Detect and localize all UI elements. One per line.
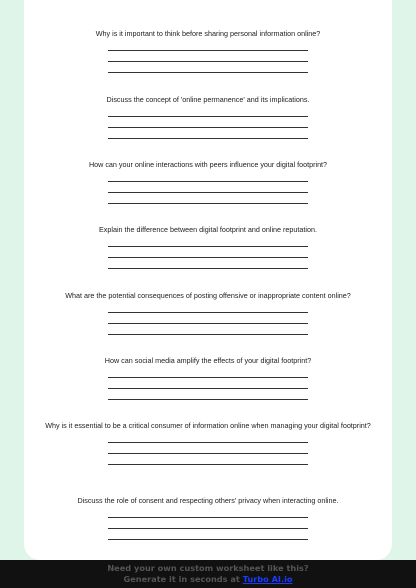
answer-line[interactable]	[108, 378, 308, 389]
question-block	[24, 496, 392, 540]
promo-link[interactable]: Turbo AI.io	[242, 574, 293, 584]
answer-line[interactable]	[108, 171, 308, 182]
worksheet-page	[24, 0, 392, 560]
question-block	[24, 356, 392, 400]
answer-line[interactable]	[108, 443, 308, 454]
question-text: What are the potential consequences of posting offensive or inappropriate content online?	[65, 291, 351, 300]
answer-line[interactable]	[108, 193, 308, 204]
answer-line[interactable]	[108, 518, 308, 529]
question-block	[24, 160, 392, 204]
answer-line[interactable]	[108, 128, 308, 139]
question-text: Discuss the role of consent and respecting others' privacy when interacting online.	[77, 496, 339, 505]
answer-line[interactable]	[108, 302, 308, 313]
answer-line[interactable]	[108, 51, 308, 62]
answer-line[interactable]	[108, 258, 308, 269]
answer-line[interactable]	[108, 367, 308, 378]
answer-line[interactable]	[108, 507, 308, 518]
promo-subline	[123, 574, 292, 584]
question-block	[24, 95, 392, 139]
promo-headline: Need your own custom worksheet like this?	[107, 563, 309, 573]
answer-line[interactable]	[108, 432, 308, 443]
answer-line[interactable]	[108, 182, 308, 193]
question-text: How can your online interactions with peers influence your digital footprint?	[88, 160, 328, 169]
answer-line[interactable]	[108, 40, 308, 51]
answer-line[interactable]	[108, 454, 308, 465]
question-block	[24, 291, 392, 335]
answer-line[interactable]	[108, 62, 308, 73]
answer-line[interactable]	[108, 106, 308, 117]
answer-line[interactable]	[108, 529, 308, 540]
question-block	[24, 225, 392, 269]
answer-line[interactable]	[108, 247, 308, 258]
answer-line[interactable]	[108, 389, 308, 400]
question-text: Why is it essential to be a critical consumer of information online when managing your digital footprint?	[45, 421, 371, 430]
answer-line[interactable]	[108, 324, 308, 335]
promo-subline-text: Generate it in seconds at	[123, 574, 243, 584]
question-text: Discuss the concept of 'online permanence' and its implications.	[106, 95, 310, 104]
answer-line[interactable]	[108, 236, 308, 247]
question-block	[24, 29, 392, 73]
question-block	[24, 421, 392, 465]
answer-line[interactable]	[108, 313, 308, 324]
answer-line[interactable]	[108, 117, 308, 128]
question-text: Explain the difference between digital footprint and online reputation.	[98, 225, 318, 234]
question-text: How can social media amplify the effects of your digital footprint?	[104, 356, 312, 365]
question-text: Why is it important to think before sharing personal information online?	[95, 29, 321, 38]
promo-footer	[0, 560, 416, 588]
